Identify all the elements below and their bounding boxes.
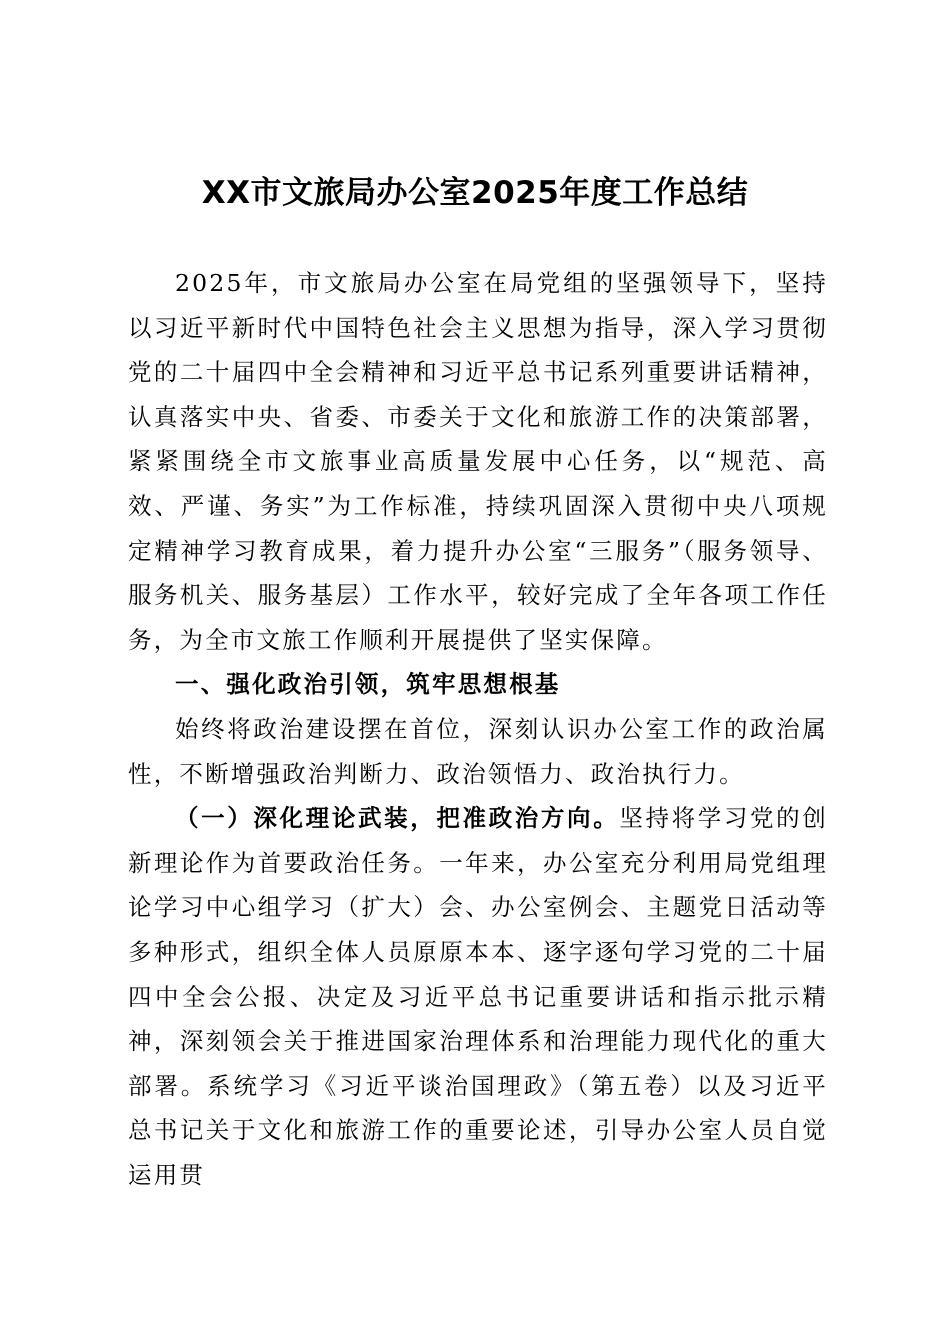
section-lead-paragraph: 始终将政治建设摆在首位，深刻认识办公室工作的政治属性，不断增强政治判断力、政治领悟力、政治执行力。	[128, 714, 828, 788]
subsection-paragraph	[128, 796, 828, 1197]
subsection-heading: （一）深化理论武装，把准政治方向。	[175, 804, 620, 833]
document-title: XX市文旅局办公室2025年度工作总结	[201, 175, 749, 211]
subsection-text: 坚持将学习党的创新理论作为首要政治任务。一年来，办公室充分利用局党组理论学习中心组学习（扩大）会、办公室例会、主题党日活动等多种形式，组织全体人员原原本本、逐字逐句学习党的二十届四中全会公报、决定及习近平总书记重要讲话和指示批示精神，深刻领会关于推进国家治理体系和治理能力现代化的重大部署。系统学习《习近平谈治国理政》（第五卷）以及习近平总书记关于文化和旅游工作的重要论述，引导办公室人员自觉运用贯	[128, 804, 828, 1189]
section-heading: 一、强化政治引领，筑牢思想根基	[175, 670, 561, 699]
intro-paragraph: 2025年，市文旅局办公室在局党组的坚强领导下，坚持以习近平新时代中国特色社会主义思想为指导，深入学习贯彻党的二十届四中全会精神和习近平总书记系列重要讲话精神，认真落实中央、省委、市委关于文化和旅游工作的决策部署，紧紧围绕全市文旅事业高质量发展中心任务，以“规范、高效、严谨、务实”为工作标准，持续巩固深入贯彻中央八项规定精神学习教育成果，着力提升办公室“三服务”（服务领导、服务机关、服务基层）工作水平，较好完成了全年各项工作任务，为全市文旅工作顺利开展提供了坚实保障。	[128, 269, 828, 654]
document-body	[128, 261, 828, 1197]
